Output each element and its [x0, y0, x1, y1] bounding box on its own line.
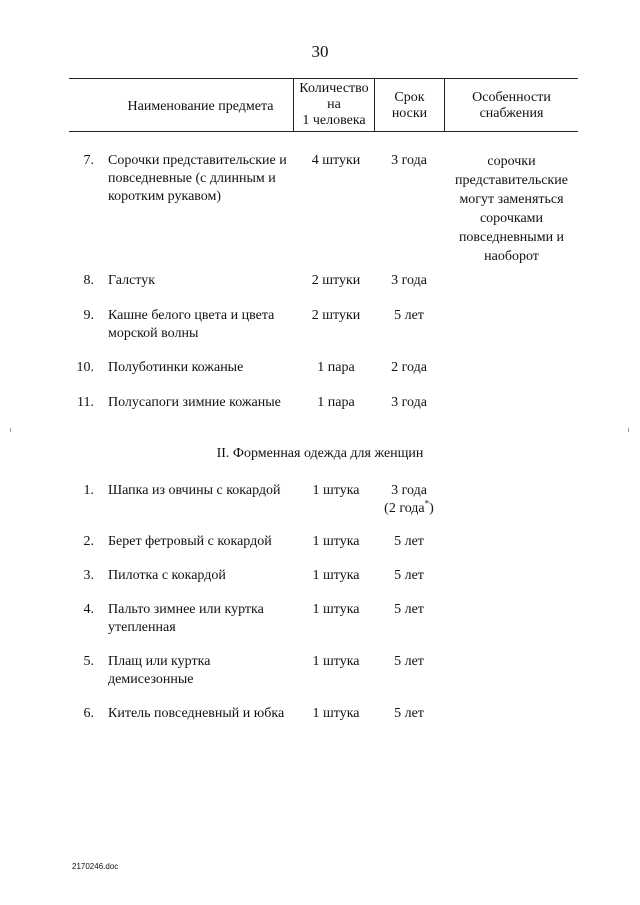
footer-filename: 2170246.doc [72, 862, 119, 871]
section-title: II. Форменная одежда для женщин [216, 446, 424, 461]
header-qty: Количество на 1 человека [299, 81, 369, 128]
header-note: Особенности снабжения [472, 90, 551, 121]
header-bottom-rule [69, 131, 578, 132]
scan-mark-right [628, 428, 629, 432]
header-top-rule [69, 78, 578, 79]
header-term: Срок носки [391, 90, 428, 121]
page-number: 30 [311, 42, 329, 61]
header-name: Наименование предмета [127, 99, 274, 114]
scan-mark-left [10, 428, 11, 432]
